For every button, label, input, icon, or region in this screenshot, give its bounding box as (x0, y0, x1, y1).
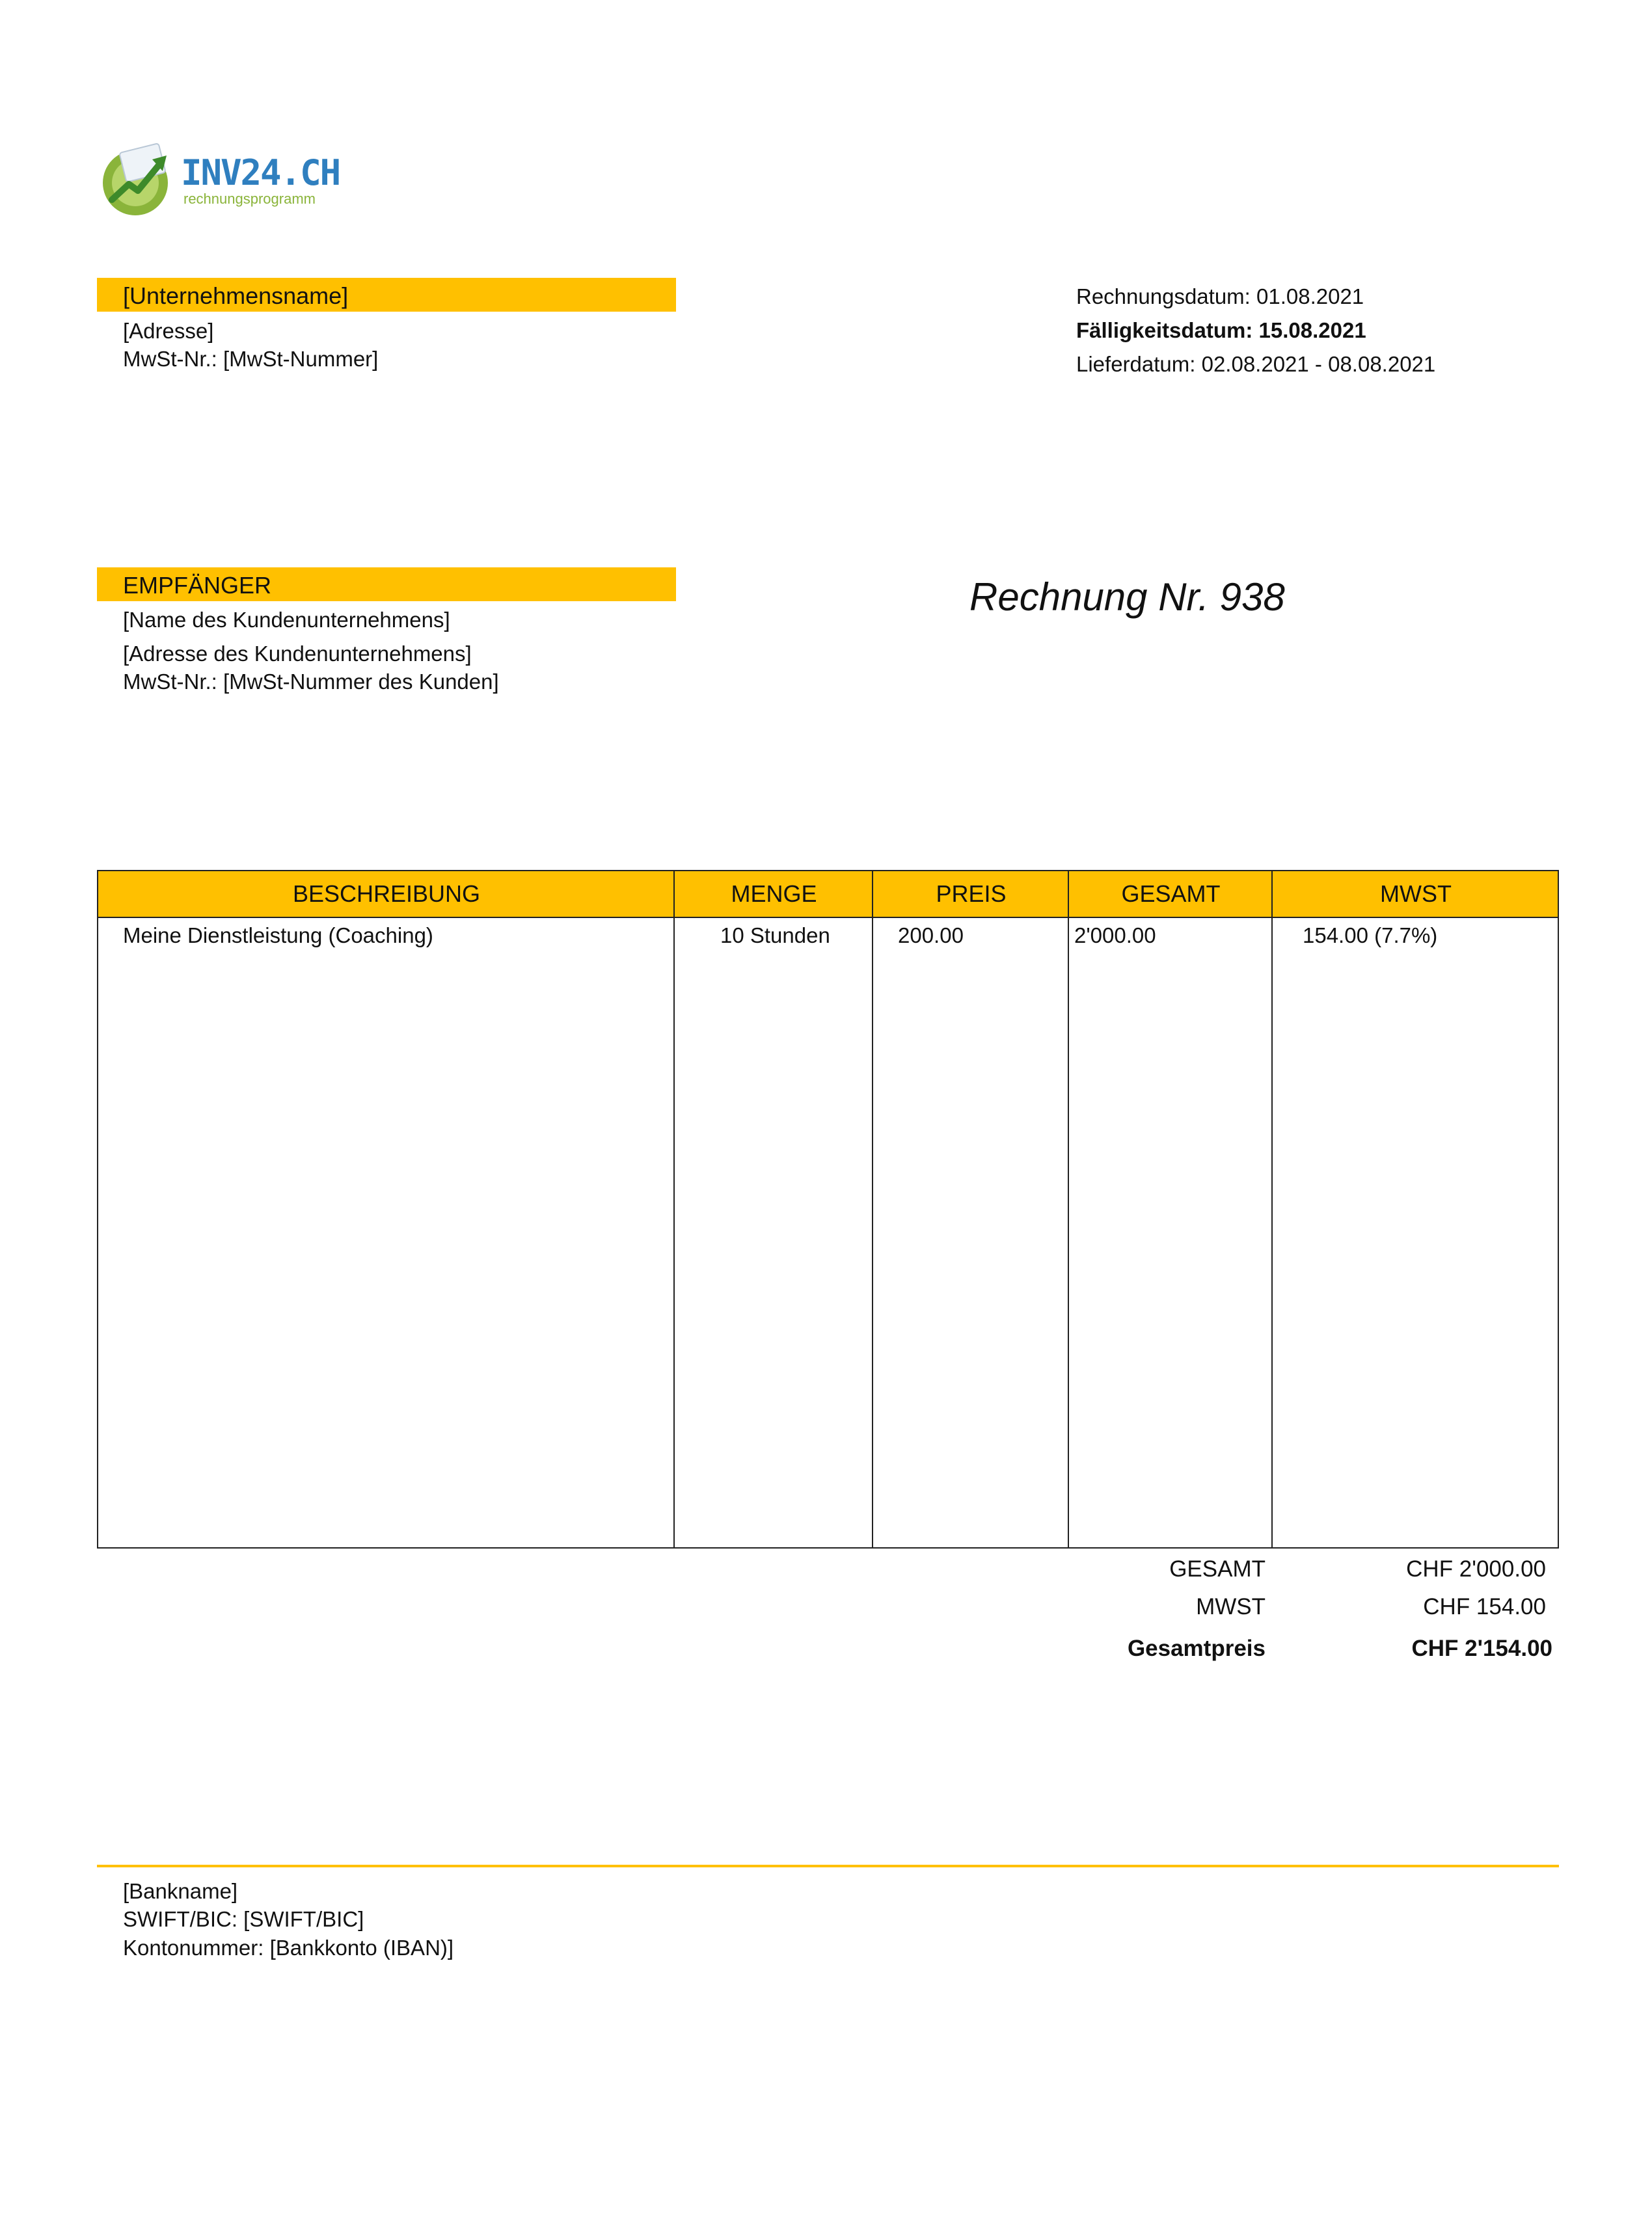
bank-name: [Bankname] (123, 1879, 238, 1903)
column-divider (1271, 871, 1273, 1547)
header-vat: MWST (1380, 880, 1452, 907)
column-divider (872, 871, 873, 1547)
bank-account: Kontonummer: [Bankkonto (IBAN)] (123, 1936, 454, 1960)
column-divider (673, 871, 675, 1547)
cell-price: 200.00 (898, 923, 964, 947)
column-divider (1068, 871, 1069, 1547)
logo-mark-icon (98, 140, 179, 218)
header-price: PREIS (936, 880, 1007, 907)
sender-company-name: [Unternehmensname] (123, 282, 349, 309)
due-date: Fälligkeitsdatum: 15.08.2021 (1076, 318, 1366, 342)
cell-quantity: 10 Stunden (720, 923, 830, 947)
header-description: BESCHREIBUNG (292, 880, 481, 907)
grand-total-label: Gesamtpreis (1127, 1636, 1266, 1661)
sender-vat-number: MwSt-Nr.: [MwSt-Nummer] (123, 347, 379, 371)
vat-label: MWST (1196, 1594, 1266, 1619)
header-quantity: MENGE (731, 880, 817, 907)
bank-swift: SWIFT/BIC: [SWIFT/BIC] (123, 1907, 364, 1931)
recipient-vat-number: MwSt-Nr.: [MwSt-Nummer des Kunden] (123, 670, 499, 694)
invoice-title: Rechnung Nr. 938 (969, 575, 1285, 619)
cell-total: 2'000.00 (1074, 923, 1156, 947)
recipient-company-name: [Name des Kundenunternehmens] (123, 608, 450, 632)
footer-divider (97, 1865, 1559, 1867)
recipient-heading: EMPFÄNGER (123, 572, 272, 599)
sender-address: [Adresse] (123, 319, 214, 343)
recipient-address: [Adresse des Kundenunternehmens] (123, 642, 472, 666)
cell-description: Meine Dienstleistung (Coaching) (123, 923, 433, 947)
subtotal-label: GESAMT (1169, 1556, 1266, 1582)
logo-subtitle: rechnungsprogramm (183, 191, 316, 207)
logo-name: INV24.CH (181, 152, 340, 193)
cell-vat: 154.00 (7.7%) (1303, 923, 1438, 947)
grand-total-value: CHF 2'154.00 (1411, 1636, 1552, 1661)
items-table (97, 870, 1559, 1549)
delivery-date: Lieferdatum: 02.08.2021 - 08.08.2021 (1076, 352, 1436, 376)
company-logo (98, 140, 340, 218)
subtotal-value: CHF 2'000.00 (1406, 1556, 1546, 1582)
invoice-date: Rechnungsdatum: 01.08.2021 (1076, 284, 1364, 308)
header-total: GESAMT (1121, 880, 1221, 907)
vat-value: CHF 154.00 (1423, 1594, 1546, 1619)
